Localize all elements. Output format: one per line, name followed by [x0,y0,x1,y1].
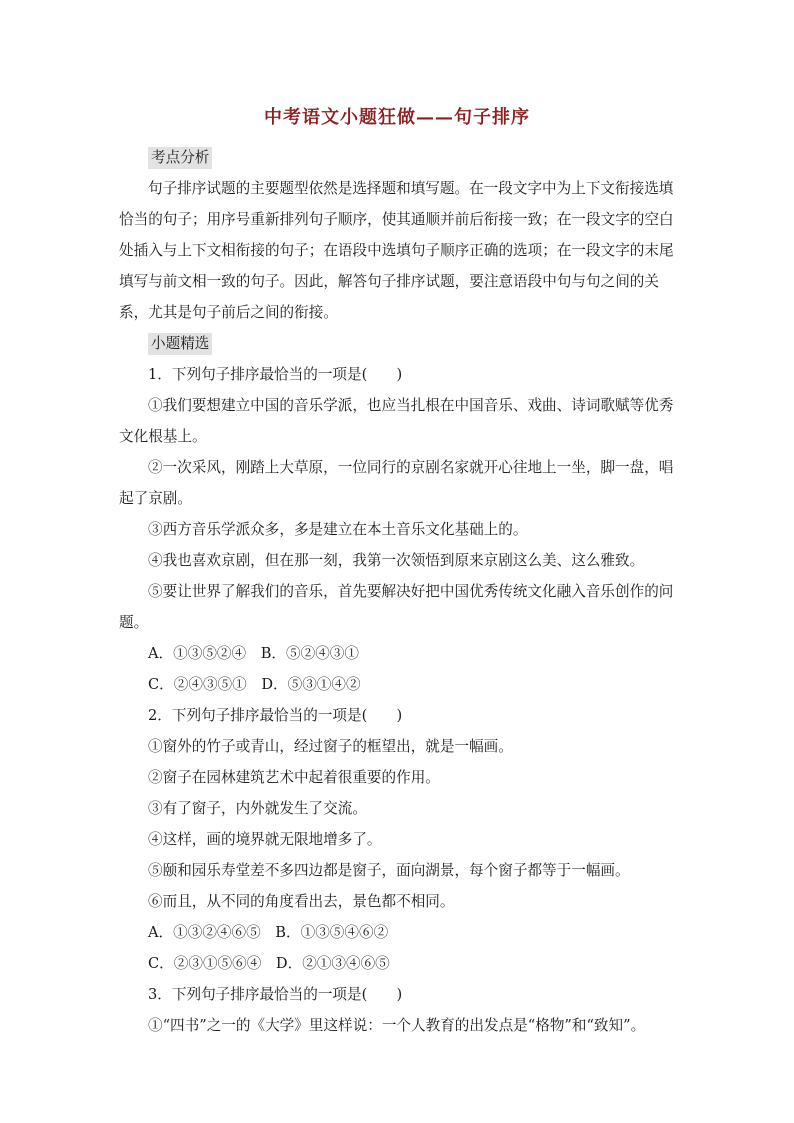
question-1-stem: 1．下列句子排序最恰当的一项是( ) [148,366,403,383]
section-heading-analysis-wrap [119,142,681,173]
question-2-sentence-4: ④这样，画的境界就无限地增多了。 [148,831,382,848]
question-2-sentence-2: ②窗子在园林建筑艺术中起着很重要的作用。 [148,769,440,786]
document-body [119,142,681,1041]
question-1-sentence-5: ⑤要让世界了解我们的音乐，首先要解决好把中国优秀传统文化融入音乐创作的问题。 [119,583,674,631]
question-2-stem: 2．下列句子排序最恰当的一项是( ) [148,707,403,724]
question-2-sentence-3: ③有了窗子，内外就发生了交流。 [148,800,367,817]
section-heading-analysis: 考点分析 [148,147,212,169]
question-1-options-cd: C．②④③⑤① D．⑤③①④② [148,676,361,693]
analysis-paragraph: 句子排序试题的主要题型依然是选择题和填写题。在一段文字中为上下文衔接选填恰当的句子；用序号重新排列句子顺序，使其通顺并前后衔接一致；在一段文字的空白处插入与上下文相衔接的句子；在语段中选填句子顺序正确的选项；在一段文字的末尾填写与前文相一致的句子。因此，解答句子排序试题，要注意语段中句与句之间的关系，尤其是句子前后之间的衔接。 [119,180,674,321]
question-1-sentence-3: ③西方音乐学派众多，多是建立在本土音乐文化基础上的。 [148,521,528,538]
question-2-options-cd: C．②③①⑤⑥④ D．②①③④⑥⑤ [148,955,390,972]
question-1-sentence-2: ②一次采风，刚踏上大草原，一位同行的京剧名家就开心往地上一坐，脚一盘，唱起了京剧。 [119,459,674,507]
question-2-sentence-1: ①窗外的竹子或青山，经过窗子的框望出，就是一幅画。 [148,738,513,755]
section-heading-selected: 小题精选 [148,333,212,355]
section-heading-selected-wrap [119,328,681,359]
question-3-sentence-1: ①“四书”之一的《大学》里这样说：一个人教育的出发点是“格物”和“致知”。 [148,1017,646,1034]
question-1-options-ab: A．①③⑤②④ B．⑤②④③① [148,645,359,662]
question-1-sentence-1: ①我们要想建立中国的音乐学派，也应当扎根在中国音乐、戏曲、诗词歌赋等优秀文化根基上。 [119,397,674,445]
question-2-sentence-6: ⑥而且，从不同的角度看出去，景色都不相同。 [148,893,455,910]
document-title: 中考语文小题狂做——句子排序 [264,107,530,128]
question-3-stem: 3．下列句子排序最恰当的一项是( ) [148,986,403,1003]
question-1-sentence-4: ④我也喜欢京剧，但在那一刻，我第一次领悟到原来京剧这么美、这么雅致。 [148,552,645,569]
question-2-sentence-5: ⑤颐和园乐寿堂差不多四边都是窗子，面向湖景，每个窗子都等于一幅画。 [148,862,630,879]
question-2-options-ab: A．①③②④⑥⑤ B．①③⑤④⑥② [148,924,389,941]
